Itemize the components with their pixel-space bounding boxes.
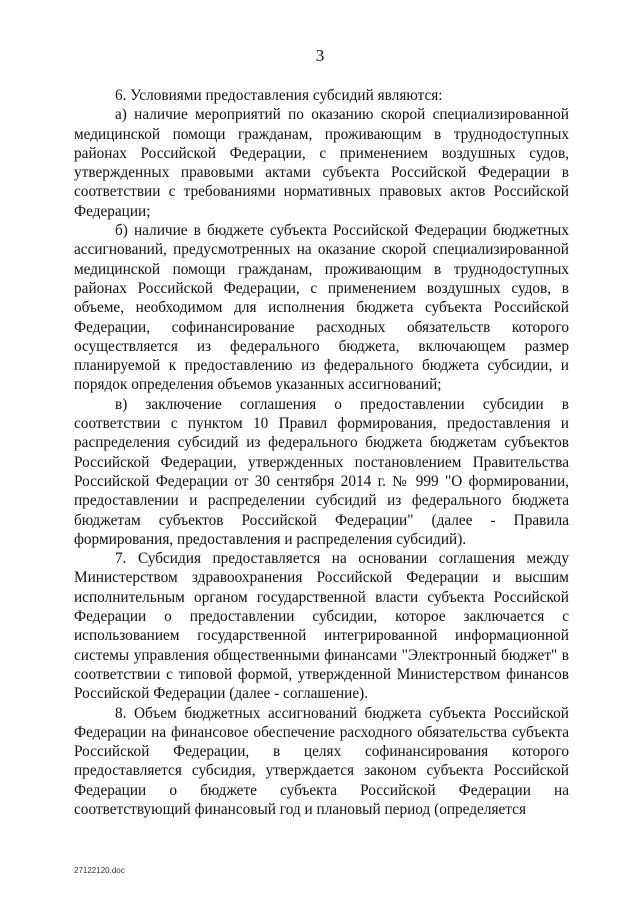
paragraph-6a: а) наличие мероприятий по оказанию скорой специализированной медицинской помощи гражданам, проживающим в труднодоступных районах Российской Федерации, с применением воздушных судов, утвержденных правовыми актами субъекта Российской Федерации в соответствии с требованиями нормативных правовых актов Российской Федерации;	[74, 106, 569, 220]
page-number: 3	[315, 46, 325, 65]
paragraph-6-heading: 6. Условиями предоставления субсидий являются:	[115, 87, 443, 104]
paragraph-8: 8. Объем бюджетных ассигнований бюджета субъекта Российской Федерации на финансовое обеспечение расходного обязательства субъекта Российской Федерации, в целях софинансирования которого предоставляется субсидия, утверждается законом субъекта Российской Федерации о бюджете субъекта Российской Федерации на соответствующий финансовый год и плановый период (определяется	[74, 704, 569, 818]
paragraph-6b: б) наличие в бюджете субъекта Российской Федерации бюджетных ассигнований, предусмотренных на оказание скорой специализированной медицинской помощи гражданам, проживающим в труднодоступных районах Российской Федерации, с применением воздушных судов, в объеме, необходимом для исполнения бюджета субъекта Российской Федерации, софинансирование расходных обязательств которого осуществляется из федерального бюджета, включающем размер планируемой к предоставлению из федерального бюджета субсидии, и порядок определения объемов указанных ассигнований;	[74, 222, 569, 394]
document-body	[74, 86, 569, 819]
paragraph-7: 7. Субсидия предоставляется на основании соглашения между Министерством здравоохранения Российской Федерации и высшим исполнительным органом государственной власти субъекта Российской Федерации о предоставлении субсидии, которое заключается с использованием государственной интегрированной информационной системы управления общественными финансами "Электронный бюджет" в соответствии с типовой формой, утвержденной Министерством финансов Российской Федерации (далее - соглашение).	[74, 550, 569, 703]
paragraph-6v: в) заключение соглашения о предоставлении субсидии в соответствии с пунктом 10 Правил формирования, предоставления и распределения субсидий из федерального бюджета бюджетам субъектов Российской Федерации, утвержденных постановлением Правительства Российской Федерации от 30 сентября 2014 г. № 999 "О формировании, предоставлении и распределении субсидий из федерального бюджета бюджетам субъектов Российской Федерации" (далее - Правила формирования, предоставления и распределения субсидий).	[74, 395, 569, 548]
footer-document-code: 27122120.doc	[74, 866, 125, 875]
